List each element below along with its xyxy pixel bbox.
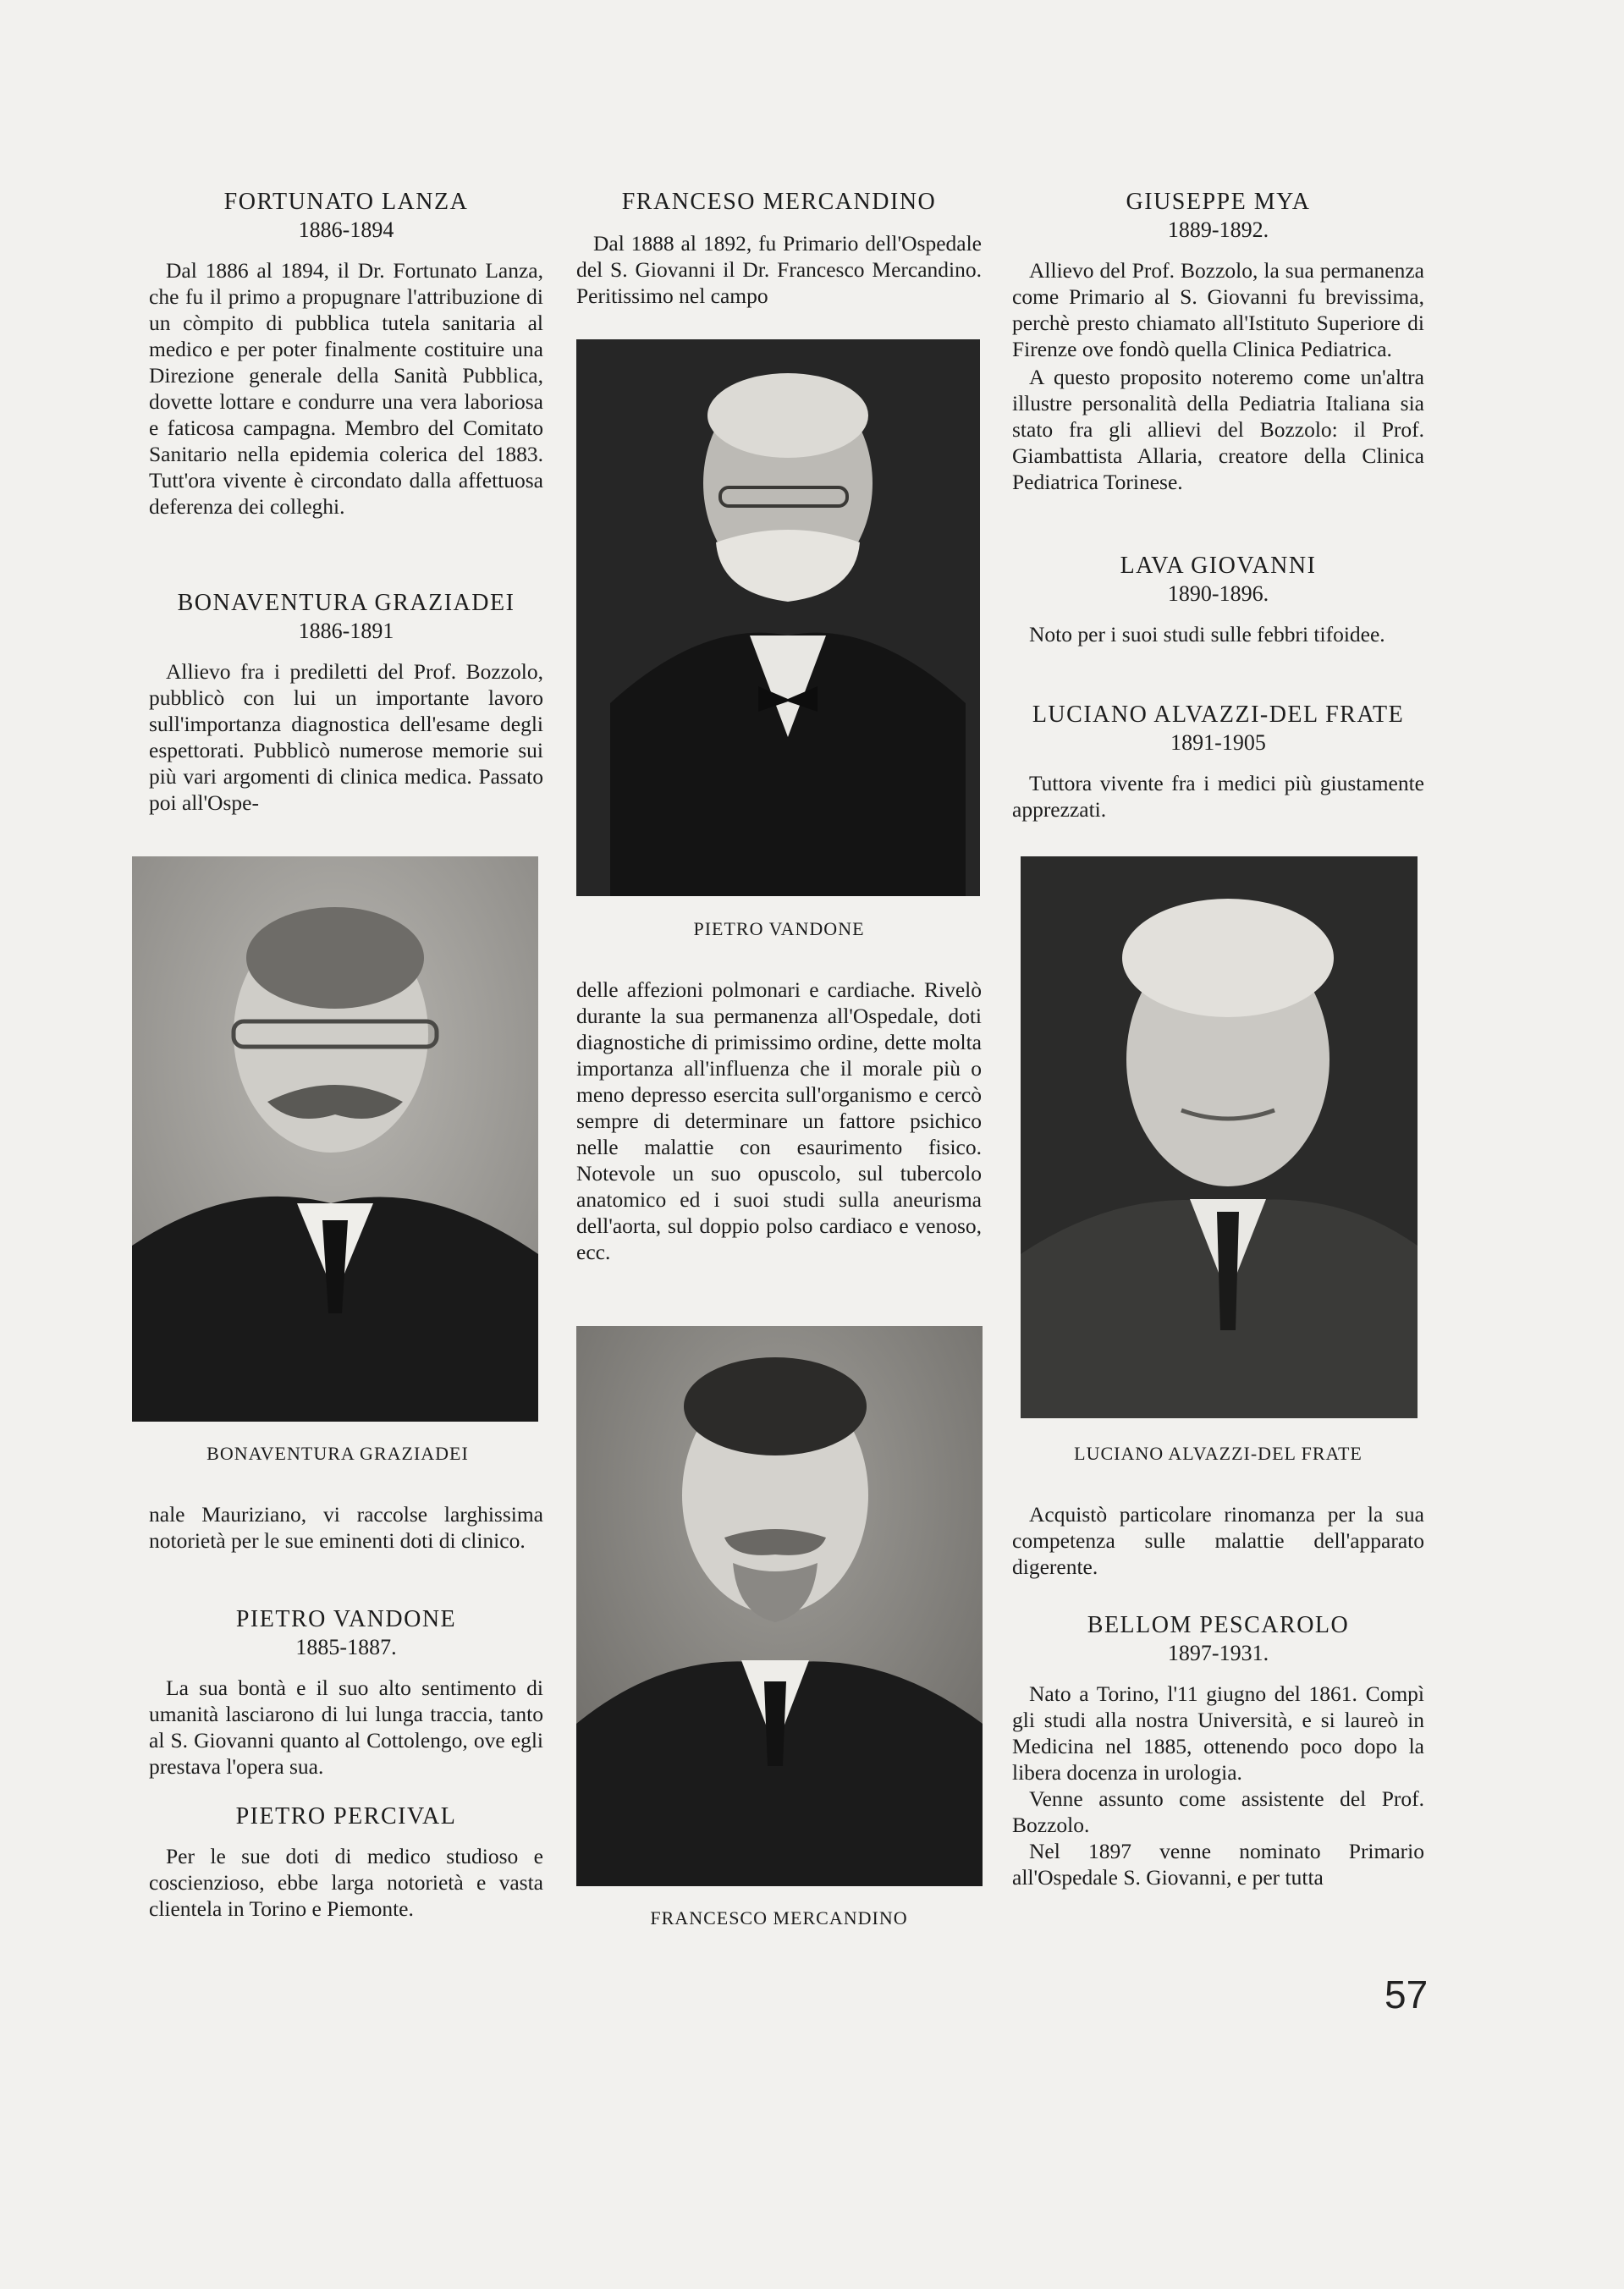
heading-luciano-alvazzi: LUCIANO ALVAZZI-DEL FRATE [1032,702,1405,728]
portrait-francesco-mercandino [576,1326,983,1886]
text-lava-giovanni: Noto per i suoi studi sulle febbri tifoidee. [1029,622,1385,647]
text-franceso-mercandino: Dal 1888 al 1892, fu Primario dell'Ospedale del S. Giovanni il Dr. Francesco Mercandino. Peritissimo nel campo [576,231,982,308]
heading-bellom-pescarolo: BELLOM PESCAROLO [1087,1612,1350,1638]
section-giuseppe-mya [1012,188,1424,507]
section-pietro-percival [149,1802,543,1934]
text-bellom-pescarolo-3: Nel 1897 venne nominato Primario all'Ospedale S. Giovanni, e per tutta [1012,1839,1424,1890]
caption-francesco-mercandino: FRANCESCO MERCANDINO [650,1907,908,1929]
text-giuseppe-mya-2: A questo proposito noteremo come un'altra illustre personalità della Pediatria Italiana sia stato fra gli allievi del Bozzolo: il Prof. Giambattista Allaria, creatore della Clinica Pediatrica Torinese. [1012,365,1424,494]
years-bonaventura-graziadei: 1886-1891 [298,619,394,643]
heading-bonaventura-graziadei: BONAVENTURA GRAZIADEI [177,590,515,616]
text-luciano-alvazzi: Tuttora vivente fra i medici più giustamente apprezzati. [1012,771,1424,822]
heading-pietro-percival: PIETRO PERCIVAL [235,1803,457,1830]
text-bellom-pescarolo-1: Nato a Torino, l'11 giugno del 1861. Compì gli studi alla nostra Università, e si laureò in Medicina nel 1885, ottenendo poco dopo la libera docenza in urologia. [1012,1681,1424,1785]
text-fortunato-lanza: Dal 1886 al 1894, il Dr. Fortunato Lanza, che fu il primo a propugnare l'attribuzione di un còmpito di pubblica tutela sanitaria al medico e per poter finalmente costituire una Direzione generale della Sanità Pubblica, dovette lottare e condurre una vera laboriosa e faticosa campagna. Membro del Comitato Sanitario nella epidemia colerica del 1883. Tutt'ora vivente è circondato dalla affettuosa deferenza dei colleghi. [149,258,543,519]
years-pietro-vandone: 1885-1887. [295,1635,397,1659]
text-giuseppe-mya-1: Allievo del Prof. Bozzolo, la sua permanenza come Primario al S. Giovanni fu brevissima, perchè presto chiamato all'Istituto Superiore di Firenze ove fondò quella Clinica Pediatrica. [1012,258,1424,361]
heading-lava-giovanni: LAVA GIOVANNI [1120,553,1317,579]
text-pietro-percival: Per le sue doti di medico studioso e coscienzioso, ebbe larga notorietà e vasta clientela in Torino e Piemonte. [149,1844,543,1921]
caption-bonaventura-graziadei: BONAVENTURA GRAZIADEI [206,1443,469,1464]
caption-pietro-vandone: PIETRO VANDONE [693,918,865,939]
portrait-pietro-vandone [576,339,980,896]
text-bonaventura-graziadei: Allievo fra i prediletti del Prof. Bozzolo, pubblicò con lui un importante lavoro sull'importanza diagnostica dell'esame degli espettorati. Pubblicò numerose memorie sui più vari argomenti di clinica medica. Passato poi all'Ospe- [149,659,543,815]
section-bonaventura-graziadei [149,589,543,828]
section-luciano-alvazzi [1012,701,1424,834]
text-pietro-vandone: La sua bontà e il suo alto sentimento di umanità lasciarono di lui lunga traccia, tanto al S. Giovanni quanto al Cottolengo, ove egli prestava l'opera sua. [149,1675,543,1779]
years-giuseppe-mya: 1889-1892. [1167,217,1269,242]
text-bellom-pescarolo-2: Venne assunto come assistente del Prof. Bozzolo. [1012,1786,1424,1837]
section-franceso-mercandino [576,188,982,321]
section-graziadei-continued [149,1501,543,1565]
heading-pietro-vandone: PIETRO VANDONE [235,1606,457,1632]
section-pietro-vandone [149,1605,543,1791]
years-fortunato-lanza: 1886-1894 [298,217,394,242]
section-mercandino-continued [576,977,982,1277]
heading-giuseppe-mya: GIUSEPPE MYA [1126,189,1311,215]
years-lava-giovanni: 1890-1896. [1167,581,1269,606]
heading-franceso-mercandino: FRANCESO MERCANDINO [621,189,937,215]
section-bellom-pescarolo [1012,1611,1424,1902]
portrait-bonaventura-graziadei [132,856,538,1422]
years-bellom-pescarolo: 1897-1931. [1167,1641,1269,1665]
section-fortunato-lanza [149,188,543,531]
section-alvazzi-continued [1012,1501,1424,1592]
years-luciano-alvazzi: 1891-1905 [1170,730,1266,755]
text-mercandino-continued: delle affezioni polmonari e cardiache. Rivelò durante la sua permanenza all'Ospedale, doti diagnostiche di primissimo ordine, dette molta importanza all'influenza che il morale più o meno depresso esercita sull'organismo e cercò sempre di determinare un fattore psichico nelle malattie con esaurimento fisico. Notevole un suo opuscolo, sul tubercolo anatomico ed i suoi studi sulla aneurisma dell'aorta, sul doppio polso cardiaco e venoso, ecc. [576,977,982,1264]
text-graziadei-continued: nale Mauriziano, vi raccolse larghissima notorietà per le sue eminenti doti di clinico. [149,1502,543,1553]
section-lava-giovanni [1012,552,1424,659]
page-number: 57 [1385,1973,1429,2017]
portrait-luciano-alvazzi-del-frate [1021,856,1418,1418]
heading-fortunato-lanza: FORTUNATO LANZA [223,189,469,215]
caption-luciano-alvazzi-del-frate: LUCIANO ALVAZZI-DEL FRATE [1074,1443,1363,1464]
text-alvazzi-continued: Acquistò particolare rinomanza per la sua competenza sulle malattie dell'apparato digerente. [1012,1502,1424,1579]
